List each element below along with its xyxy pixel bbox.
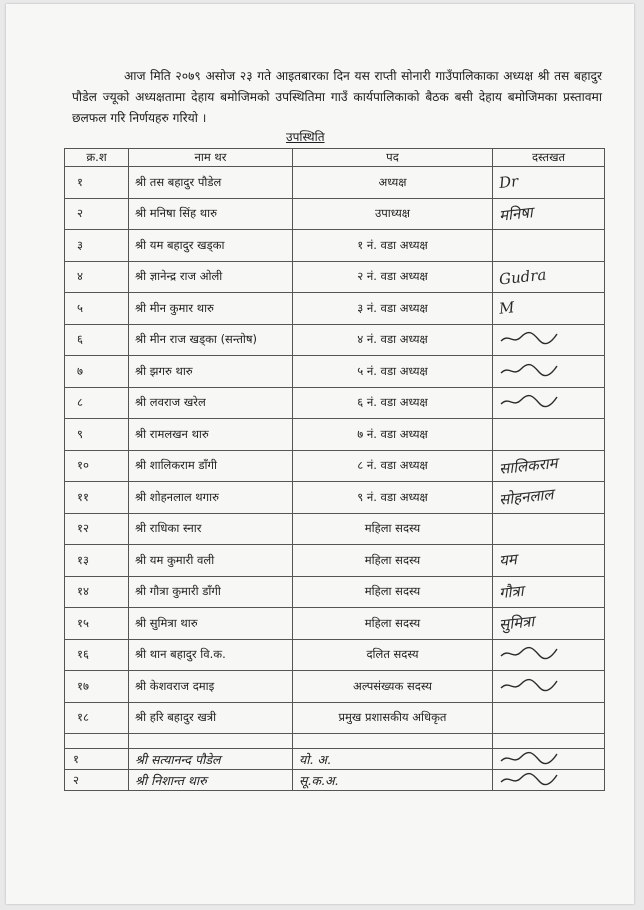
row-signature xyxy=(493,450,605,482)
table-gap-row xyxy=(65,734,605,749)
row-post: महिला सदस्य xyxy=(293,513,493,545)
table-header-row xyxy=(65,149,605,167)
table-row xyxy=(65,513,605,545)
row-signature xyxy=(493,230,605,262)
table-row xyxy=(65,324,605,356)
row-post: महिला सदस्य xyxy=(293,576,493,608)
handwritten-row xyxy=(65,749,605,770)
row-post: १ नं. वडा अध्यक्ष xyxy=(293,230,493,262)
row-name: श्री गौत्रा कुमारी डाँगी xyxy=(129,576,293,608)
row-name: श्री शालिकराम डाँगी xyxy=(129,450,293,482)
row-name: श्री यम बहादुर खड्का xyxy=(129,230,293,262)
row-post: ९ नं. वडा अध्यक्ष xyxy=(293,482,493,514)
attendance-rows xyxy=(65,167,605,791)
row-serial: २ xyxy=(65,198,129,230)
signature-text: मनिषा xyxy=(498,203,534,225)
handwritten-serial: १ xyxy=(65,749,129,770)
row-serial: ११ xyxy=(65,482,129,514)
row-name: श्री रामलखन थारु xyxy=(129,419,293,451)
table-row xyxy=(65,198,605,230)
handwritten-signature xyxy=(493,749,605,770)
signature-text: गौत्रा xyxy=(498,581,525,602)
table-row xyxy=(65,702,605,734)
gap-cell xyxy=(65,734,129,749)
signature-scribble xyxy=(499,678,559,692)
row-signature xyxy=(493,639,605,671)
row-signature xyxy=(493,702,605,734)
table-row xyxy=(65,419,605,451)
gap-cell xyxy=(129,734,293,749)
table-row xyxy=(65,356,605,388)
table-row xyxy=(65,671,605,703)
row-post: प्रमुख प्रशासकीय अधिकृत xyxy=(293,702,493,734)
table-row xyxy=(65,482,605,514)
row-name: श्री लवराज खरेल xyxy=(129,387,293,419)
row-signature xyxy=(493,167,605,199)
row-signature xyxy=(493,545,605,577)
row-serial: १ xyxy=(65,167,129,199)
handwritten-post: सू.क.अ. xyxy=(293,770,493,791)
row-post: ४ नं. वडा अध्यक्ष xyxy=(293,324,493,356)
intro-paragraph: आज मिति २०७९ असोज २३ गते आइतबारका दिन यस राप्ती सोनारी गाउँपालिकाका अध्यक्ष श्री तस बहादुर पौडेल ज्यूको अध्यक्षतामा देहाय बमोजिमको उपस्थितिमा गाउँ कार्यपालिकाको बैठक बसी देहाय बमोजिमका प्रस्तावमा छलफल गरि निर्णयहरु गरियो । xyxy=(72,69,602,125)
row-signature xyxy=(493,513,605,545)
handwritten-row xyxy=(65,770,605,791)
row-signature xyxy=(493,576,605,608)
row-post: ५ नं. वडा अध्यक्ष xyxy=(293,356,493,388)
row-signature xyxy=(493,671,605,703)
row-post: ३ नं. वडा अध्यक्ष xyxy=(293,293,493,325)
signature-scribble xyxy=(499,394,559,408)
signature-scribble xyxy=(499,331,559,345)
signature-scribble xyxy=(499,772,559,786)
signature-text: यम xyxy=(498,550,518,571)
row-name: श्री शोहनलाल थगारु xyxy=(129,482,293,514)
row-serial: ९ xyxy=(65,419,129,451)
column-header-name: नाम थर xyxy=(129,149,293,167)
handwritten-serial: २ xyxy=(65,770,129,791)
row-serial: १७ xyxy=(65,671,129,703)
row-post: दलित सदस्य xyxy=(293,639,493,671)
row-post: महिला सदस्य xyxy=(293,608,493,640)
row-name: श्री थान बहादुर वि.क. xyxy=(129,639,293,671)
handwritten-name: श्री निशान्त थारु xyxy=(129,770,293,791)
row-signature xyxy=(493,198,605,230)
row-serial: ४ xyxy=(65,261,129,293)
signature-scribble xyxy=(499,751,559,765)
row-serial: १५ xyxy=(65,608,129,640)
table-row xyxy=(65,639,605,671)
document-page xyxy=(6,4,634,904)
row-name: श्री सुमित्रा थारु xyxy=(129,608,293,640)
column-header-sn: क्र.श xyxy=(65,149,129,167)
row-signature xyxy=(493,261,605,293)
row-signature xyxy=(493,482,605,514)
signature-text: Gudra xyxy=(498,265,548,289)
row-name: श्री राधिका स्नार xyxy=(129,513,293,545)
handwritten-signature xyxy=(493,770,605,791)
row-post: उपाध्यक्ष xyxy=(293,198,493,230)
row-signature xyxy=(493,324,605,356)
table-row xyxy=(65,230,605,262)
signature-text: M xyxy=(498,298,516,319)
row-serial: १६ xyxy=(65,639,129,671)
signature-scribble xyxy=(499,363,559,377)
row-serial: १४ xyxy=(65,576,129,608)
table-row xyxy=(65,167,605,199)
row-name: श्री केशवराज दमाइ xyxy=(129,671,293,703)
row-serial: १२ xyxy=(65,513,129,545)
row-name: श्री ज्ञानेन्द्र राज ओली xyxy=(129,261,293,293)
handwritten-post: यो. अ. xyxy=(293,749,493,770)
row-serial: ५ xyxy=(65,293,129,325)
table-row xyxy=(65,450,605,482)
row-post: ७ नं. वडा अध्यक्ष xyxy=(293,419,493,451)
row-serial: ३ xyxy=(65,230,129,262)
table-row xyxy=(65,387,605,419)
signature-text: Dr xyxy=(498,172,520,193)
row-post: अल्पसंख्यक सदस्य xyxy=(293,671,493,703)
table-row xyxy=(65,293,605,325)
row-name: श्री मीन राज खड्का (सन्तोष) xyxy=(129,324,293,356)
row-serial: ७ xyxy=(65,356,129,388)
gap-cell xyxy=(493,734,605,749)
row-post: महिला सदस्य xyxy=(293,545,493,577)
row-post: अध्यक्ष xyxy=(293,167,493,199)
row-serial: ६ xyxy=(65,324,129,356)
row-name: श्री तस बहादुर पौडेल xyxy=(129,167,293,199)
row-name: श्री यम कुमारी वली xyxy=(129,545,293,577)
row-serial: १० xyxy=(65,450,129,482)
attendance-table xyxy=(64,148,605,791)
row-signature xyxy=(493,356,605,388)
signature-text: सुमित्रा xyxy=(498,612,536,635)
row-post: ६ नं. वडा अध्यक्ष xyxy=(293,387,493,419)
row-serial: १८ xyxy=(65,702,129,734)
row-signature xyxy=(493,608,605,640)
row-name: श्री हरि बहादुर खत्री xyxy=(129,702,293,734)
table-row xyxy=(65,608,605,640)
table-row xyxy=(65,576,605,608)
signature-text: सालिकराम xyxy=(498,453,559,478)
row-signature xyxy=(493,419,605,451)
row-signature xyxy=(493,293,605,325)
gap-cell xyxy=(293,734,493,749)
signature-text: सोहनलाल xyxy=(498,485,555,510)
table-row xyxy=(65,261,605,293)
column-header-post: पद xyxy=(293,149,493,167)
row-serial: १३ xyxy=(65,545,129,577)
row-post: २ नं. वडा अध्यक्ष xyxy=(293,261,493,293)
row-serial: ८ xyxy=(65,387,129,419)
signature-scribble xyxy=(499,646,559,660)
row-name: श्री मीन कुमार थारु xyxy=(129,293,293,325)
row-post: ८ नं. वडा अध्यक्ष xyxy=(293,450,493,482)
row-name: श्री झगरु थारु xyxy=(129,356,293,388)
column-header-sign: दस्तखत xyxy=(493,149,605,167)
row-signature xyxy=(493,387,605,419)
handwritten-name: श्री सत्यानन्द पौडेल xyxy=(129,749,293,770)
attendance-heading: उपस्थिति xyxy=(286,130,325,144)
table-row xyxy=(65,545,605,577)
row-name: श्री मनिषा सिंह थारु xyxy=(129,198,293,230)
